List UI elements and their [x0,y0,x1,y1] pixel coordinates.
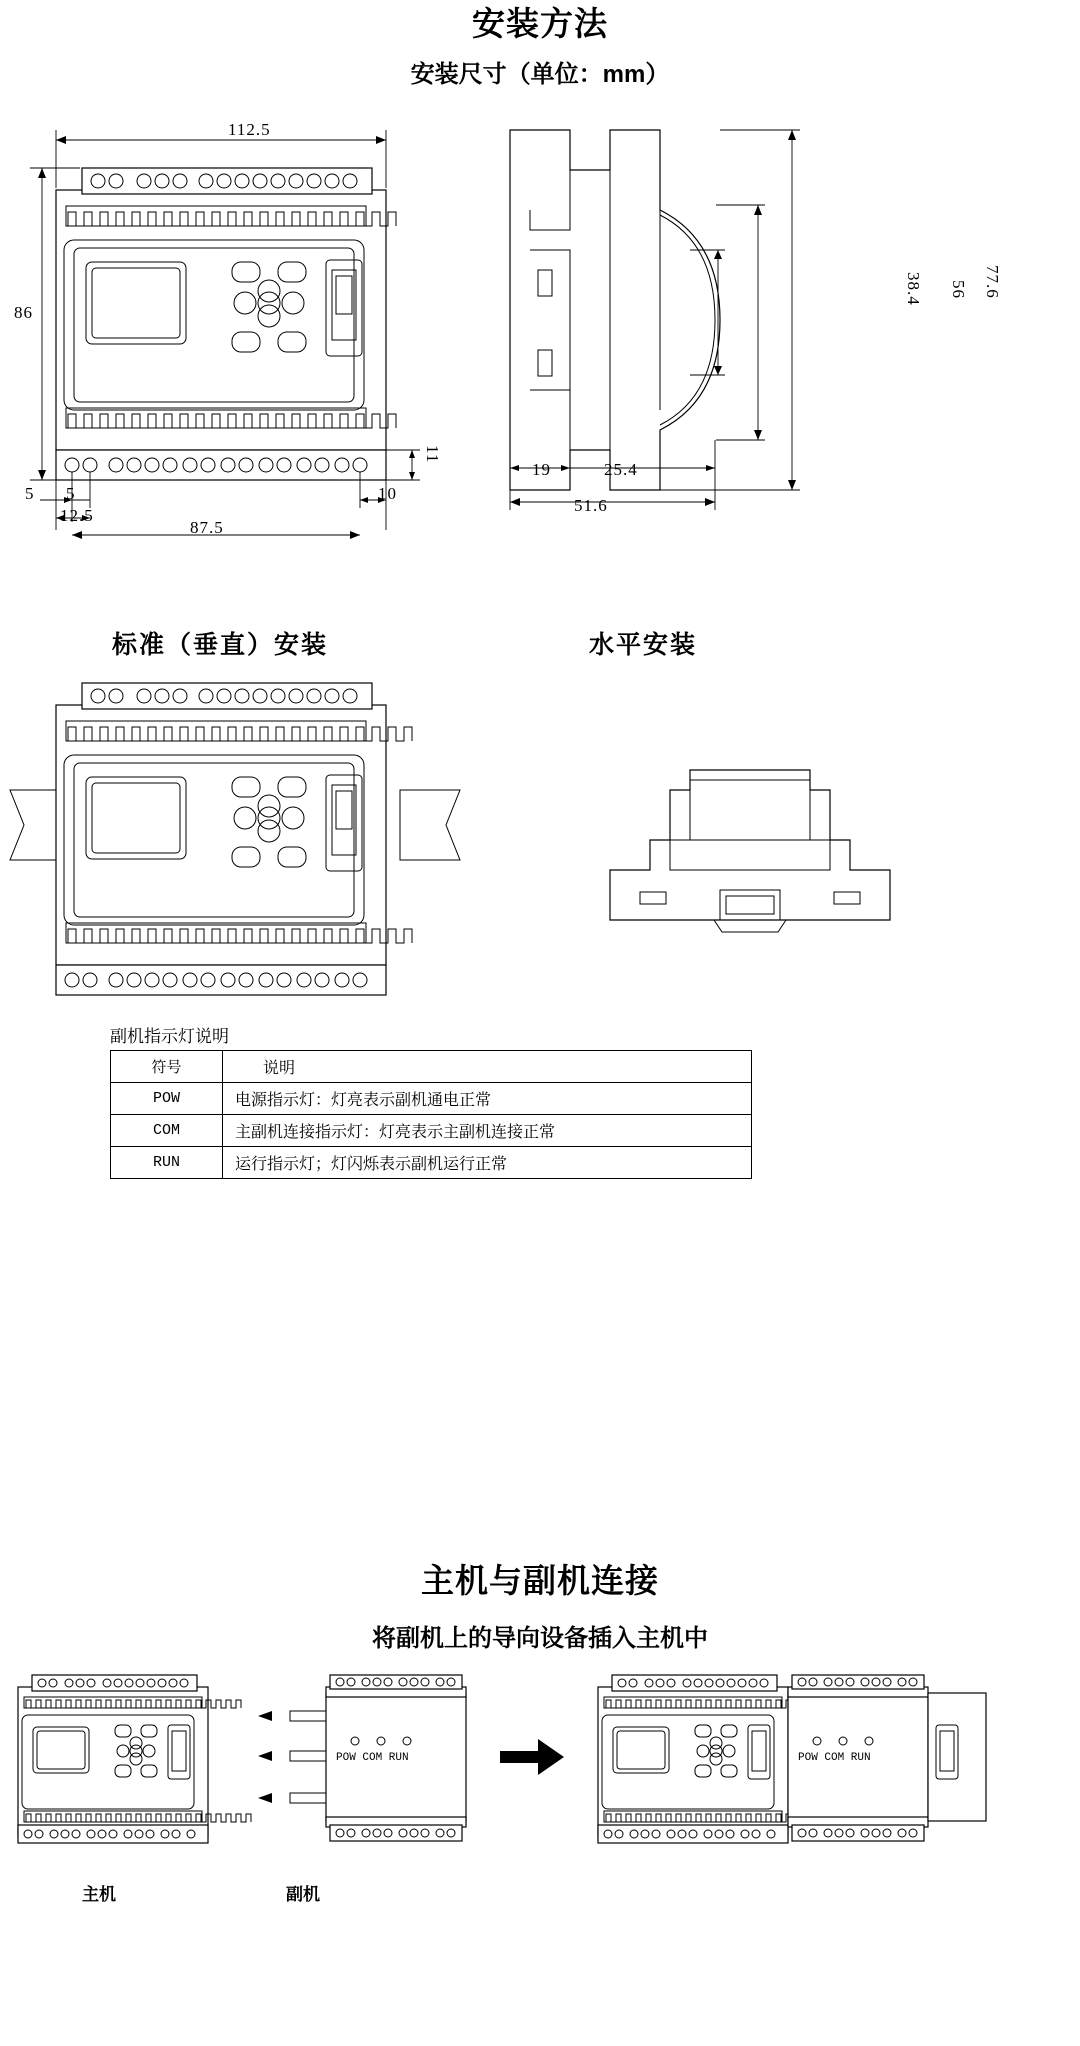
legend-symbol-run: RUN [111,1147,223,1179]
dim-front-left-edge2: 5 [66,484,76,503]
slave-caption: 副机 [286,1885,320,1904]
dim-front-left-edge1: 5 [25,484,35,503]
table-header-row [111,1051,752,1083]
dim-front-terminal-height: 11 [423,445,442,464]
horizontal-mount-drawing [590,720,1010,970]
legend-desc-run: 运行指示灯；灯闪烁表示副机运行正常 [223,1147,752,1179]
col-header-desc: 说明 [223,1051,752,1083]
slave-led-labels-right: POW COM RUN [798,1752,871,1764]
table-row [111,1147,752,1179]
dim-side-h-inner: 56 [949,280,968,299]
dim-front-left-span: 12.5 [60,506,94,525]
connect-title: 主机与副机连接 [421,1562,659,1599]
table-row [111,1115,752,1147]
vertical-mount-drawing [0,675,470,1005]
col-header-symbol: 符号 [111,1051,223,1083]
table-row [111,1083,752,1115]
dim-front-right-edge: 10 [378,484,397,503]
indicator-legend-table [110,1050,752,1179]
legend-symbol-com: COM [111,1115,223,1147]
dim-side-depth-mid: 25.4 [604,460,638,479]
dim-side-depth-front: 19 [532,460,551,479]
dim-front-bottom-span: 87.5 [190,518,224,537]
legend-desc-com: 主副机连接指示灯：灯亮表示主副机连接正常 [223,1115,752,1147]
front-view-drawing [20,110,560,560]
side-view-drawing [490,110,1050,560]
legend-symbol-pow: POW [111,1083,223,1115]
dim-front-width: 112.5 [228,120,271,139]
direction-arrow [500,1739,564,1775]
legend-desc-pow: 电源指示灯：灯亮表示副机通电正常 [223,1083,752,1115]
legend-title: 副机指示灯说明 [110,1027,229,1046]
horizontal-mount-title: 水平安装 [589,632,698,659]
page-subtitle: 安装尺寸（单位：mm） [410,61,670,88]
dim-front-height: 86 [14,303,33,322]
page-title: 安装方法 [472,5,608,42]
connect-subtitle: 将副机上的导向设备插入主机中 [372,1625,708,1652]
host-caption: 主机 [82,1885,116,1904]
dim-side-h-small: 38.4 [904,272,923,306]
slave-led-labels-left: POW COM RUN [336,1752,409,1764]
dim-side-depth-total: 51.6 [574,496,608,515]
dim-side-h-total: 77.6 [983,265,1002,299]
vertical-mount-title: 标准（垂直）安装 [112,632,329,659]
connection-diagram [0,1665,1080,1885]
